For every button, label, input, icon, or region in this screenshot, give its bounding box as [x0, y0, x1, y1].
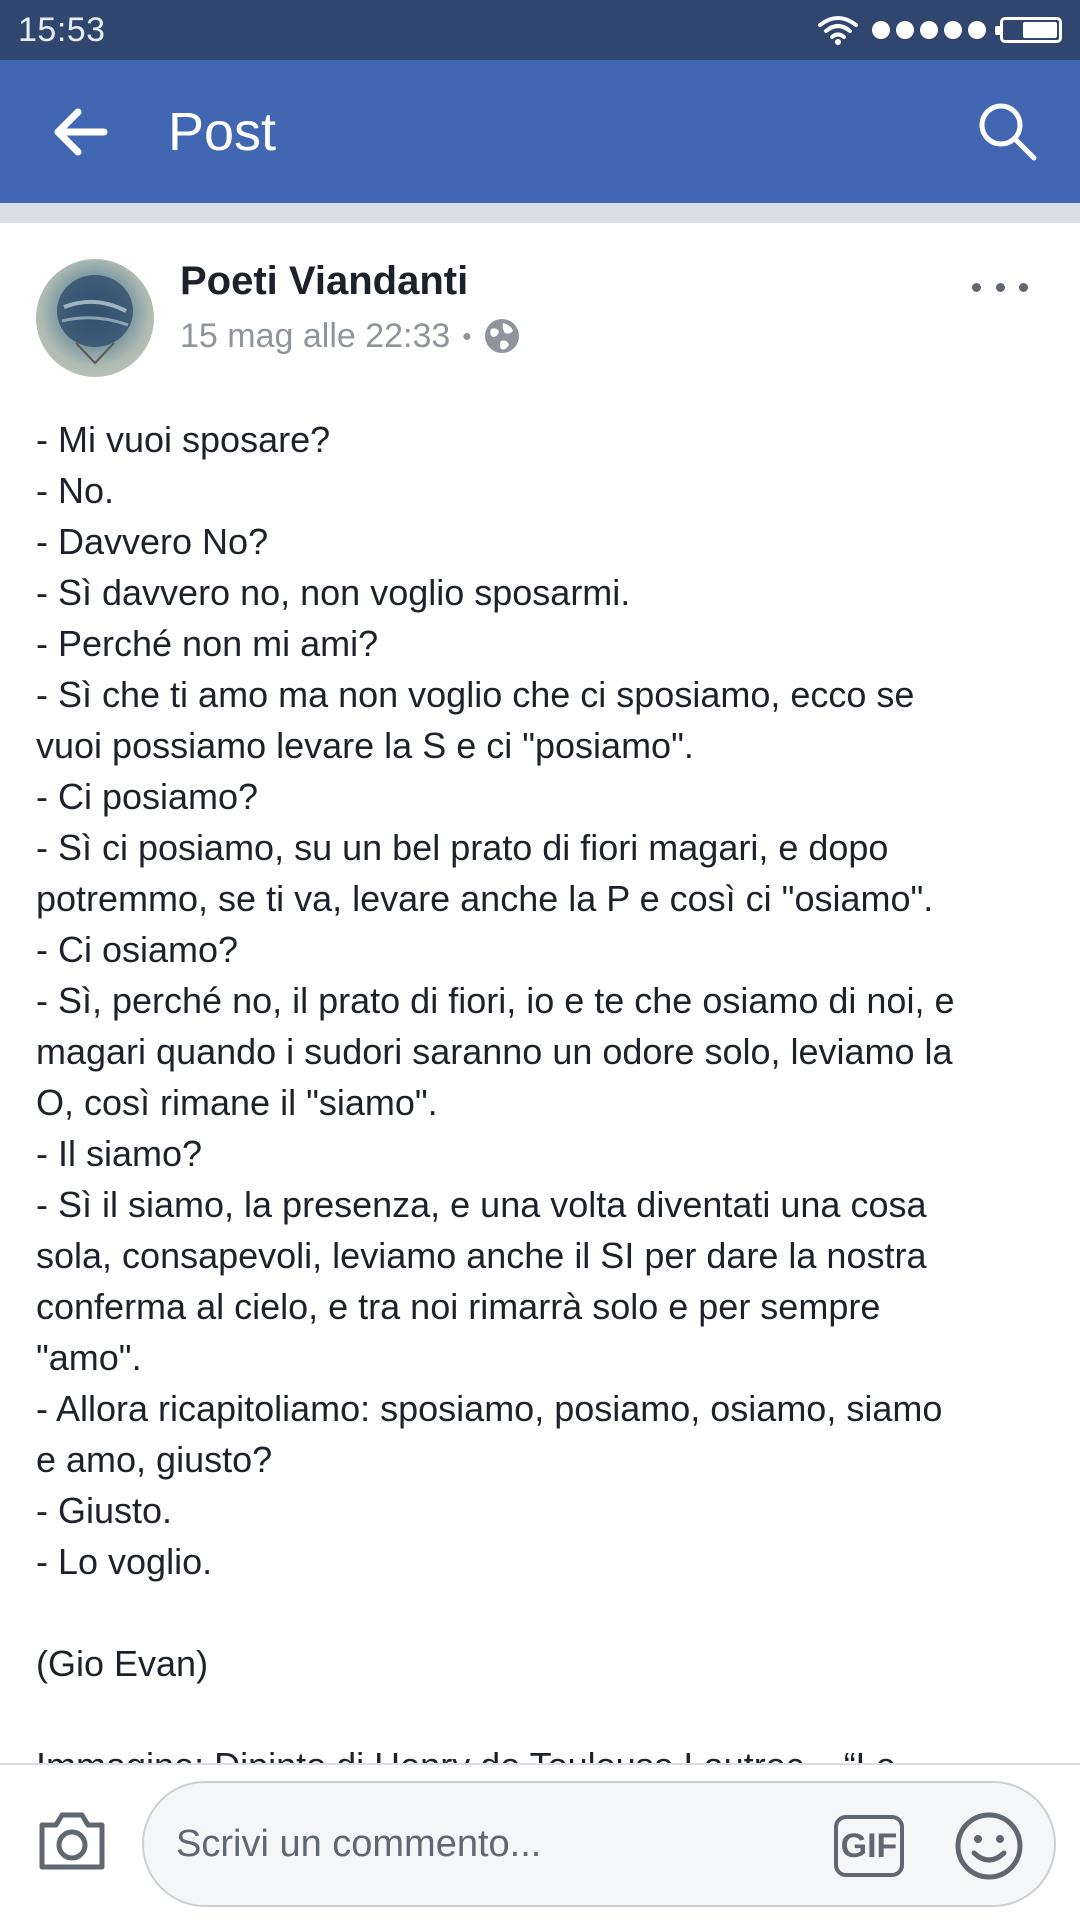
- smiley-icon: [954, 1811, 1024, 1881]
- post-text-line: potremmo, se ti va, levare anche la P e così ci "osiamo".: [36, 878, 934, 919]
- gif-button[interactable]: GIF: [834, 1815, 904, 1877]
- camera-icon: [36, 1809, 108, 1871]
- comment-input[interactable]: [142, 1781, 1056, 1907]
- section-divider: [0, 203, 1080, 223]
- page-title: Post: [168, 102, 277, 162]
- status-bar: [0, 0, 1080, 60]
- post-text: [36, 414, 1046, 1791]
- post-text-line: - Sì, perché no, il prato di fiori, io e te che osiamo di noi, e: [36, 980, 955, 1021]
- post-text-line: - Giusto.: [36, 1490, 173, 1531]
- status-time: 15:53: [18, 10, 106, 49]
- arrow-left-icon: [50, 100, 114, 164]
- comment-placeholder: Scrivi un commento...: [176, 1823, 542, 1865]
- post-text-line: - Mi vuoi sposare?: [36, 419, 331, 460]
- post-text-line: - Perché non mi ami?: [36, 623, 379, 664]
- post-text-line: - Sì ci posiamo, su un bel prato di fiori magari, e dopo: [36, 827, 889, 868]
- app-bar: [0, 60, 1080, 203]
- camera-button[interactable]: [36, 1809, 108, 1871]
- more-dot-icon: [972, 283, 981, 292]
- post-text-line: - Sì davvero no, non voglio sposarmi.: [36, 572, 631, 613]
- author-avatar[interactable]: [36, 259, 154, 377]
- post-meta: [180, 314, 521, 358]
- post-text-line: O, così rimane il "siamo".: [36, 1082, 438, 1123]
- author-name[interactable]: Poeti Viandanti: [180, 259, 469, 303]
- post-text-line: - Sì il siamo, la presenza, e una volta diventati una cosa: [36, 1184, 927, 1225]
- status-icons: [818, 15, 1062, 45]
- post-text-line: - Sì che ti amo ma non voglio che ci sposiamo, ecco se: [36, 674, 915, 715]
- post-text-line: sola, consapevoli, leviamo anche il SI per dare la nostra: [36, 1235, 927, 1276]
- post-text-line: - No.: [36, 470, 115, 511]
- comment-bar: [0, 1763, 1080, 1920]
- post-text-line: [36, 1689, 1046, 1740]
- post-text-line: vuoi possiamo levare la S e ci "posiamo".: [36, 725, 694, 766]
- post-text-line: - Ci posiamo?: [36, 776, 259, 817]
- wifi-icon: [818, 15, 858, 45]
- signal-strength-icon: [872, 21, 986, 39]
- post-text-line: - Ci osiamo?: [36, 929, 239, 970]
- post-text-line: e amo, giusto?: [36, 1439, 273, 1480]
- more-dot-icon: [1019, 283, 1028, 292]
- emoji-button[interactable]: [954, 1811, 1024, 1881]
- meta-separator: •: [462, 321, 472, 351]
- post-text-line: (Gio Evan): [36, 1643, 209, 1684]
- more-dot-icon: [996, 283, 1005, 292]
- more-options-button[interactable]: [972, 262, 1028, 312]
- post-timestamp[interactable]: 15 mag alle 22:33: [180, 317, 451, 355]
- post-text-line: - Davvero No?: [36, 521, 269, 562]
- back-button[interactable]: [50, 100, 114, 164]
- post-text-line: "amo".: [36, 1337, 142, 1378]
- search-button[interactable]: [974, 98, 1040, 164]
- post-text-line: - Allora ricapitoliamo: sposiamo, posiamo, osiamo, siamo: [36, 1388, 943, 1429]
- search-icon: [974, 98, 1040, 164]
- post-text-line: - Lo voglio.: [36, 1541, 213, 1582]
- post-text-line: - Il siamo?: [36, 1133, 203, 1174]
- battery-level: [1023, 22, 1057, 38]
- post-text-line: [36, 1587, 1046, 1638]
- post-text-line: magari quando i sudori saranno un odore solo, leviamo la: [36, 1031, 953, 1072]
- battery-icon: [1000, 17, 1062, 43]
- post-text-line: conferma al cielo, e tra noi rimarrà solo e per sempre: [36, 1286, 881, 1327]
- avatar-painting: [36, 259, 154, 377]
- globe-icon[interactable]: [483, 317, 521, 355]
